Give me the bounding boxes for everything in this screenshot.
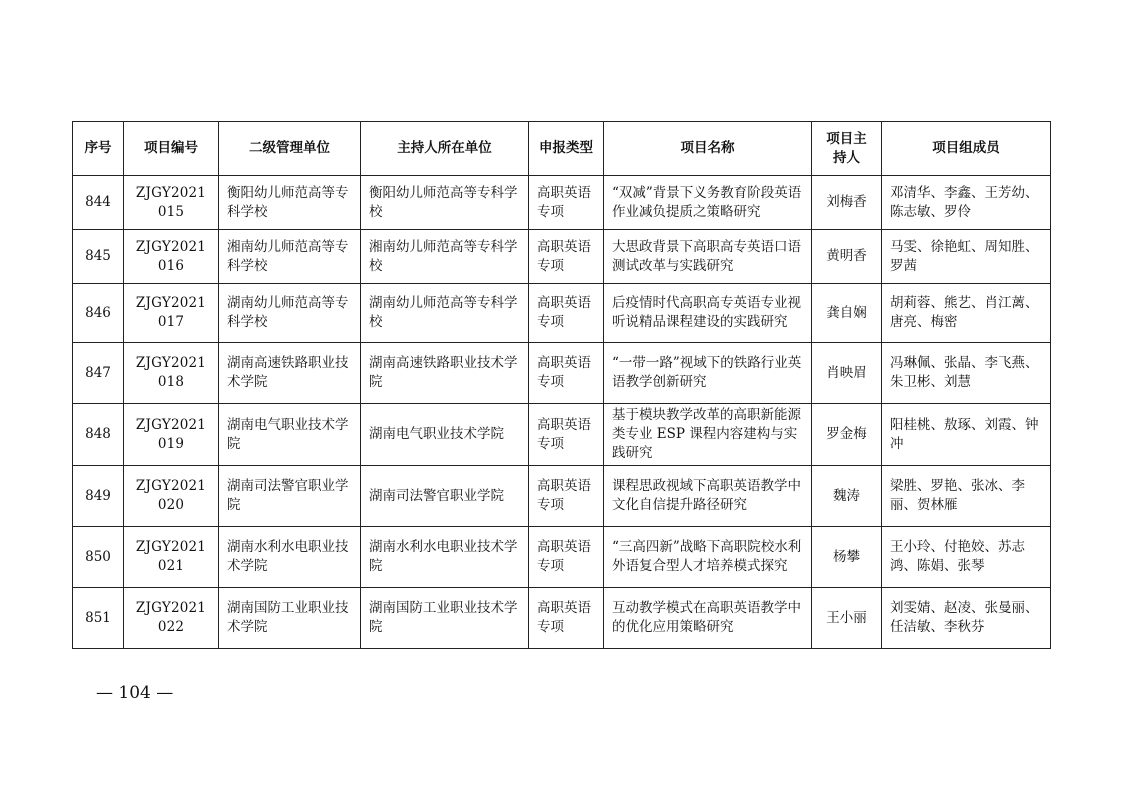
cell-admin-unit: 湘南幼儿师范高等专科学校: [219, 230, 361, 284]
table-row: [73, 230, 1051, 284]
header-host: 项目主持人: [812, 122, 882, 176]
cell-seq: 845: [73, 230, 124, 284]
cell-host-unit: 湖南司法警官职业学院: [361, 466, 529, 527]
cell-name: 基于模块教学改革的高职新能源类专业 ESP 课程内容建构与实践研究: [604, 404, 812, 466]
cell-members: 王小玲、付艳姣、苏志鸿、陈娟、张琴: [882, 527, 1051, 588]
project-table: [72, 121, 1051, 649]
cell-type: 高职英语专项: [529, 404, 604, 466]
header-name: 项目名称: [604, 122, 812, 176]
cell-host: 杨攀: [812, 527, 882, 588]
cell-name: “三高四新”战略下高职院校水利外语复合型人才培养模式探究: [604, 527, 812, 588]
cell-seq: 847: [73, 343, 124, 404]
cell-type: 高职英语专项: [529, 588, 604, 649]
cell-admin-unit: 衡阳幼儿师范高等专科学校: [219, 176, 361, 230]
cell-type: 高职英语专项: [529, 466, 604, 527]
header-host-unit: 主持人所在单位: [361, 122, 529, 176]
cell-seq: 848: [73, 404, 124, 466]
cell-name: 课程思政视域下高职英语教学中文化自信提升路径研究: [604, 466, 812, 527]
cell-seq: 849: [73, 466, 124, 527]
cell-members: 马雯、徐艳虹、周知胜、罗茜: [882, 230, 1051, 284]
cell-code: ZJGY2021022: [124, 588, 219, 649]
cell-type: 高职英语专项: [529, 343, 604, 404]
cell-code: ZJGY2021018: [124, 343, 219, 404]
table-row: [73, 466, 1051, 527]
cell-host-unit: 衡阳幼儿师范高等专科学校: [361, 176, 529, 230]
cell-host-unit: 湖南高速铁路职业技术学院: [361, 343, 529, 404]
cell-seq: 851: [73, 588, 124, 649]
header-row: [73, 122, 1051, 176]
cell-members: 冯琳佩、张晶、李飞燕、朱卫彬、刘慧: [882, 343, 1051, 404]
table-row: [73, 176, 1051, 230]
cell-host-unit: 湖南水利水电职业技术学院: [361, 527, 529, 588]
table-row: [73, 343, 1051, 404]
cell-members: 刘雯婧、赵凌、张曼丽、任洁敏、李秋芬: [882, 588, 1051, 649]
cell-members: 梁胜、罗艳、张冰、李丽、贺林雁: [882, 466, 1051, 527]
cell-admin-unit: 湖南高速铁路职业技术学院: [219, 343, 361, 404]
cell-type: 高职英语专项: [529, 527, 604, 588]
cell-type: 高职英语专项: [529, 284, 604, 343]
cell-admin-unit: 湖南司法警官职业学院: [219, 466, 361, 527]
cell-seq: 844: [73, 176, 124, 230]
cell-name: “一带一路”视域下的铁路行业英语教学创新研究: [604, 343, 812, 404]
table-row: [73, 527, 1051, 588]
cell-type: 高职英语专项: [529, 176, 604, 230]
cell-code: ZJGY2021017: [124, 284, 219, 343]
cell-host: 黄明香: [812, 230, 882, 284]
cell-code: ZJGY2021020: [124, 466, 219, 527]
cell-code: ZJGY2021016: [124, 230, 219, 284]
header-members: 项目组成员: [882, 122, 1051, 176]
cell-host: 王小丽: [812, 588, 882, 649]
cell-host-unit: 湖南幼儿师范高等专科学校: [361, 284, 529, 343]
cell-admin-unit: 湖南幼儿师范高等专科学校: [219, 284, 361, 343]
table-row: [73, 588, 1051, 649]
cell-host: 肖映眉: [812, 343, 882, 404]
cell-seq: 846: [73, 284, 124, 343]
cell-admin-unit: 湖南水利水电职业技术学院: [219, 527, 361, 588]
cell-name: 互动教学模式在高职英语教学中的优化应用策略研究: [604, 588, 812, 649]
cell-members: 邓清华、李鑫、王芳幼、陈志敏、罗伶: [882, 176, 1051, 230]
cell-code: ZJGY2021015: [124, 176, 219, 230]
header-admin-unit: 二级管理单位: [219, 122, 361, 176]
cell-name: “双减”背景下义务教育阶段英语作业减负提质之策略研究: [604, 176, 812, 230]
cell-host: 刘梅香: [812, 176, 882, 230]
header-code: 项目编号: [124, 122, 219, 176]
cell-host-unit: 湘南幼儿师范高等专科学校: [361, 230, 529, 284]
cell-name: 后疫情时代高职高专英语专业视听说精品课程建设的实践研究: [604, 284, 812, 343]
cell-admin-unit: 湖南国防工业职业技术学院: [219, 588, 361, 649]
cell-name: 大思政背景下高职高专英语口语测试改革与实践研究: [604, 230, 812, 284]
header-type: 申报类型: [529, 122, 604, 176]
cell-members: 阳桂桃、敖琢、刘霞、钟冲: [882, 404, 1051, 466]
header-seq: 序号: [73, 122, 124, 176]
cell-host: 罗金梅: [812, 404, 882, 466]
cell-host: 魏涛: [812, 466, 882, 527]
table-row: [73, 284, 1051, 343]
cell-admin-unit: 湖南电气职业技术学院: [219, 404, 361, 466]
cell-host: 龚自娴: [812, 284, 882, 343]
cell-host-unit: 湖南国防工业职业技术学院: [361, 588, 529, 649]
cell-type: 高职英语专项: [529, 230, 604, 284]
cell-code: ZJGY2021019: [124, 404, 219, 466]
cell-members: 胡莉蓉、熊艺、肖江蓠、唐亮、梅密: [882, 284, 1051, 343]
table-row: [73, 404, 1051, 466]
cell-seq: 850: [73, 527, 124, 588]
page-number: — 104 —: [96, 683, 174, 703]
cell-code: ZJGY2021021: [124, 527, 219, 588]
cell-host-unit: 湖南电气职业技术学院: [361, 404, 529, 466]
